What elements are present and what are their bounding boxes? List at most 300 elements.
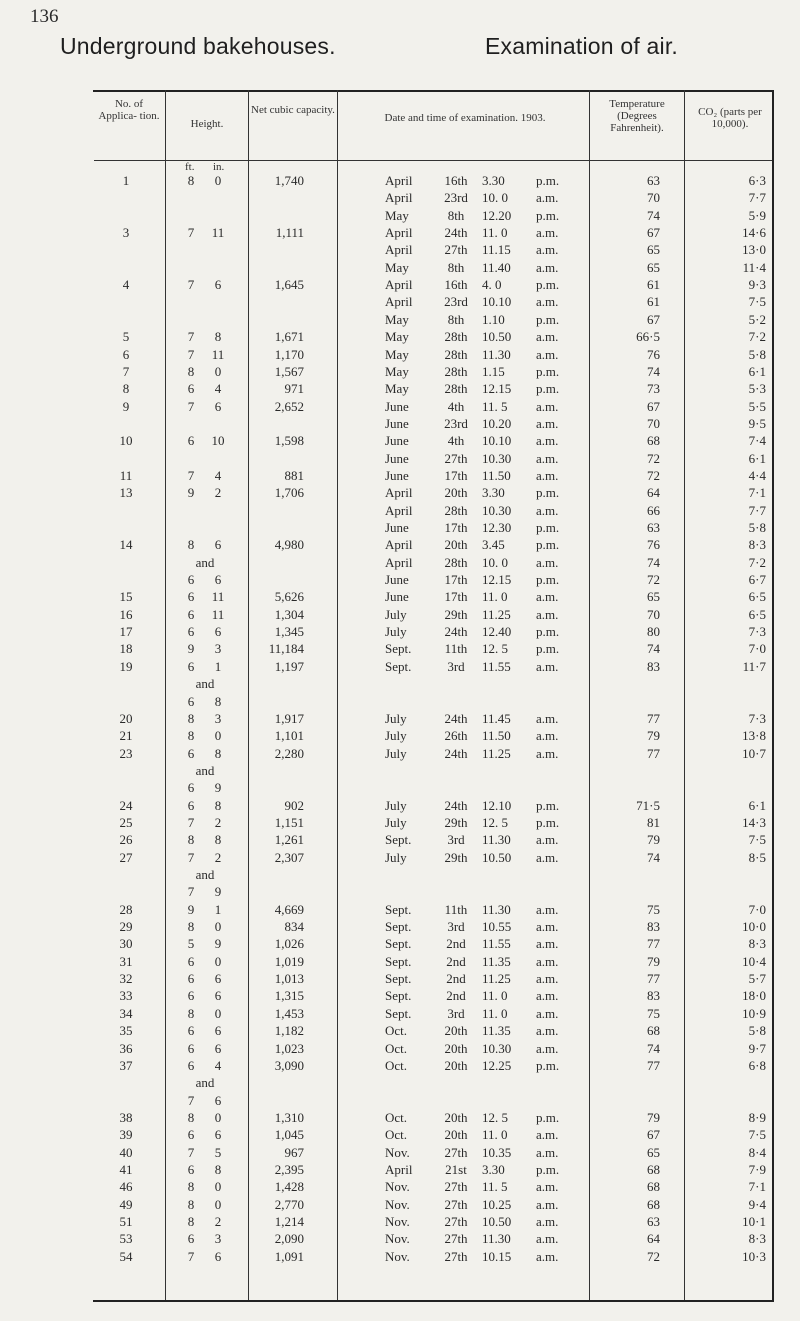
- cell-day: 24th: [444, 797, 468, 813]
- cell-in: 0: [214, 1179, 222, 1195]
- cell-time: 4. 0: [482, 277, 502, 293]
- cell-co2: 9·5: [748, 415, 766, 431]
- cell-month: Nov.: [385, 1231, 410, 1247]
- cell-time: 11. 5: [482, 1179, 508, 1195]
- cell-month: April: [385, 537, 413, 553]
- cell-time: 11.30: [482, 1231, 511, 1247]
- cell-time: 3.30: [482, 485, 505, 501]
- cell-temp: 65: [647, 242, 660, 258]
- cell-ampm: p.m.: [536, 1161, 560, 1177]
- cell-day: 2nd: [446, 971, 466, 987]
- cell-in: 0: [214, 363, 222, 379]
- cell-ampm: a.m.: [536, 242, 559, 258]
- cell-day: 28th: [444, 502, 468, 518]
- cell-ft: 6: [187, 988, 195, 1004]
- cell-ampm: p.m.: [536, 797, 560, 813]
- cell-time: 10.10: [482, 294, 512, 310]
- cell-time: 11.50: [482, 728, 511, 744]
- cell-month: June: [385, 467, 409, 483]
- cell-ampm: a.m.: [536, 919, 559, 935]
- cell-time: 10.20: [482, 415, 512, 431]
- cell-ft: 6: [187, 1023, 195, 1039]
- cell-co2: 10·9: [742, 1005, 766, 1021]
- cell-month: July: [385, 606, 407, 622]
- cell-no: 1: [122, 173, 130, 188]
- cell-co2: 8·5: [748, 849, 766, 865]
- cell-ampm: p.m.: [536, 207, 560, 223]
- cell-time: 3.30: [482, 1161, 505, 1177]
- cell-time: 11.30: [482, 901, 511, 917]
- cell-month: May: [385, 259, 409, 275]
- cell-ft: 7: [187, 225, 195, 241]
- header-temperature: Temperature (Degrees Fahrenheit).: [609, 98, 665, 134]
- cell-co2: 8·3: [748, 936, 766, 952]
- cell-co2: 7·5: [748, 294, 766, 310]
- cell-temp: 63: [647, 173, 660, 188]
- cell-no: 41: [119, 1161, 133, 1177]
- cell-ampm: a.m.: [536, 971, 559, 987]
- cell-cap: 967: [284, 1144, 304, 1160]
- cell-day: 27th: [444, 1214, 468, 1229]
- cell-co2: 4·4: [748, 467, 766, 483]
- cell-day: 26th: [444, 728, 468, 744]
- cell-co2: 7·1: [748, 1179, 766, 1195]
- cell-temp: 77: [647, 971, 660, 987]
- cell-co2: 7·1: [748, 485, 766, 501]
- cell-ft: and: [195, 1075, 215, 1091]
- cell-month: Sept.: [385, 901, 412, 917]
- cell-month: June: [385, 450, 409, 466]
- cell-ampm: a.m.: [536, 589, 559, 605]
- cell-day: 23rd: [444, 415, 468, 431]
- cell-ft: 6: [187, 1040, 195, 1056]
- cell-ft: 6: [187, 589, 195, 605]
- cell-co2: 7·5: [748, 1127, 766, 1143]
- cell-temp: 75: [647, 1005, 660, 1021]
- cell-co2: 18·0: [742, 988, 766, 1004]
- cell-temp: 63: [647, 520, 660, 535]
- cell-temp: 66: [647, 502, 660, 518]
- cell-month: May: [385, 311, 409, 327]
- cell-ampm: p.m.: [536, 311, 560, 327]
- col-divider: [165, 90, 166, 1300]
- cell-temp: 76: [647, 537, 660, 553]
- cell-cap: 1,019: [274, 953, 304, 969]
- cell-ft: 6: [187, 953, 195, 969]
- cell-in: 6: [214, 624, 222, 640]
- cell-no: 33: [119, 988, 133, 1004]
- cell-temp: 75: [647, 901, 660, 917]
- cell-ft: 7: [187, 277, 195, 293]
- cell-ft: 7: [187, 814, 195, 830]
- cell-cap: 1,598: [274, 433, 304, 449]
- cell-day: 20th: [444, 1109, 468, 1125]
- cell-day: 27th: [444, 1144, 468, 1160]
- col-divider: [589, 90, 590, 1300]
- header-co2: CO₂ (parts per 10,000).: [698, 106, 762, 130]
- cell-day: 4th: [447, 433, 465, 449]
- cell-ampm: a.m.: [536, 1248, 559, 1264]
- cell-co2: 7·9: [748, 1161, 766, 1177]
- cell-temp: 79: [647, 728, 660, 744]
- cell-ft: 5: [187, 936, 195, 952]
- cell-ft: 8: [187, 1179, 195, 1195]
- cell-ampm: a.m.: [536, 936, 559, 952]
- cell-time: 1.10: [482, 311, 505, 327]
- cell-month: April: [385, 190, 413, 206]
- cell-in: 2: [214, 1214, 222, 1229]
- cell-ampm: a.m.: [536, 1231, 559, 1247]
- cell-no: 36: [119, 1040, 133, 1056]
- cell-cap: 1,091: [274, 1248, 304, 1264]
- cell-temp: 80: [647, 624, 660, 640]
- cell-month: Nov.: [385, 1144, 410, 1160]
- cell-time: 10.30: [482, 502, 512, 518]
- cell-day: 20th: [444, 485, 468, 501]
- cell-time: 12.15: [482, 381, 512, 397]
- cell-temp: 67: [647, 1127, 660, 1143]
- cell-time: 10.50: [482, 329, 512, 345]
- cell-day: 23rd: [444, 294, 468, 310]
- cell-ampm: p.m.: [536, 572, 560, 588]
- cell-no: 37: [119, 1057, 133, 1073]
- cell-no: 51: [119, 1214, 133, 1229]
- cell-day: 3rd: [447, 1005, 465, 1021]
- cell-no: 16: [119, 606, 133, 622]
- cell-no: 34: [119, 1005, 133, 1021]
- cell-month: May: [385, 381, 409, 397]
- cell-day: 28th: [444, 381, 468, 397]
- cell-temp: 72: [647, 450, 660, 466]
- cell-day: 2nd: [446, 988, 466, 1004]
- cell-ft: 6: [187, 780, 195, 796]
- cell-time: 11.25: [482, 745, 511, 761]
- cell-time: 10.15: [482, 1248, 512, 1264]
- cell-ft: 6: [187, 606, 195, 622]
- cell-ft: and: [195, 867, 215, 882]
- cell-ampm: a.m.: [536, 1040, 559, 1056]
- cell-ampm: a.m.: [536, 415, 559, 431]
- header-capacity: Net cubic capacity.: [251, 104, 335, 116]
- cell-cap: 1,567: [274, 363, 304, 379]
- cell-no: 10: [119, 433, 133, 449]
- cell-co2: 10·3: [742, 1248, 766, 1264]
- cell-ampm: a.m.: [536, 849, 559, 865]
- cell-cap: 1,706: [274, 485, 304, 501]
- cell-co2: 8·9: [748, 1109, 766, 1125]
- cell-co2: 9·7: [748, 1040, 766, 1056]
- cell-time: 10. 0: [482, 554, 508, 570]
- cell-day: 29th: [444, 606, 468, 622]
- cell-ft: 9: [187, 485, 195, 501]
- cell-cap: 5,626: [274, 589, 304, 605]
- cell-no: 7: [122, 363, 130, 379]
- cell-ft: 7: [187, 329, 195, 345]
- cell-month: Nov.: [385, 1248, 410, 1264]
- cell-month: April: [385, 554, 413, 570]
- cell-temp: 71·5: [636, 797, 660, 813]
- cell-in: 0: [214, 173, 222, 188]
- cell-time: 3.30: [482, 173, 505, 188]
- cell-co2: 5·3: [748, 381, 766, 397]
- cell-day: 23rd: [444, 190, 468, 206]
- cell-ampm: p.m.: [536, 485, 560, 501]
- header-application-no: No. of Applica- tion.: [98, 98, 160, 122]
- col-divider: [337, 90, 338, 1300]
- cell-day: 20th: [444, 1057, 468, 1073]
- cell-no: 4: [122, 277, 130, 293]
- cell-in: 6: [214, 971, 222, 987]
- cell-in: 9: [214, 780, 222, 796]
- cell-time: 3.45: [482, 537, 505, 553]
- cell-month: May: [385, 346, 409, 362]
- cell-ft: 6: [187, 797, 195, 813]
- cell-ft: 6: [187, 658, 195, 674]
- cell-co2: 11·7: [742, 658, 766, 674]
- cell-ft: 7: [187, 346, 195, 362]
- col-divider: [684, 90, 685, 1300]
- cell-temp: 74: [647, 849, 660, 865]
- cell-ampm: p.m.: [536, 277, 560, 293]
- cell-cap: 4,669: [274, 901, 304, 917]
- cell-day: 2nd: [446, 936, 466, 952]
- cell-co2: 5·8: [748, 346, 766, 362]
- cell-ampm: a.m.: [536, 606, 559, 622]
- col-divider: [248, 90, 249, 1300]
- cell-in: 8: [214, 329, 222, 345]
- cell-day: 8th: [447, 207, 465, 223]
- cell-in: 2: [214, 485, 222, 501]
- cell-temp: 64: [647, 1231, 660, 1247]
- cell-no: 30: [119, 936, 133, 952]
- cell-temp: 65: [647, 259, 660, 275]
- cell-temp: 67: [647, 225, 660, 241]
- cell-ampm: a.m.: [536, 1005, 559, 1021]
- cell-no: 24: [119, 797, 133, 813]
- cell-month: June: [385, 572, 409, 588]
- cell-co2: 5·9: [748, 207, 766, 223]
- cell-no: 32: [119, 971, 133, 987]
- cell-in: 6: [214, 1023, 222, 1039]
- cell-temp: 68: [647, 1161, 660, 1177]
- cell-temp: 77: [647, 1057, 660, 1073]
- cell-cap: 2,395: [274, 1161, 304, 1177]
- cell-ampm: a.m.: [536, 225, 559, 241]
- cell-no: 18: [119, 641, 133, 657]
- cell-day: 27th: [444, 1196, 468, 1212]
- cell-no: 23: [119, 745, 133, 761]
- cell-co2: 6·1: [748, 450, 766, 466]
- cell-ft: 6: [187, 572, 195, 588]
- cell-time: 12.30: [482, 520, 512, 535]
- cell-month: Sept.: [385, 1005, 412, 1021]
- cell-in: 0: [214, 1196, 222, 1212]
- cell-ampm: a.m.: [536, 450, 559, 466]
- cell-co2: 8·3: [748, 1231, 766, 1247]
- cell-ft: 8: [187, 537, 195, 553]
- cell-ft: 6: [187, 1231, 195, 1247]
- cell-cap: 1,310: [274, 1109, 304, 1125]
- cell-cap: 1,101: [274, 728, 304, 744]
- cell-ampm: p.m.: [536, 173, 560, 188]
- cell-day: 28th: [444, 346, 468, 362]
- cell-cap: 1,671: [274, 329, 304, 345]
- cell-ampm: p.m.: [536, 641, 560, 657]
- cell-ft: 8: [187, 1005, 195, 1021]
- cell-in: 11: [211, 606, 225, 622]
- page-title: [60, 33, 760, 60]
- cell-month: Oct.: [385, 1023, 408, 1039]
- cell-cap: 1,453: [274, 1005, 304, 1021]
- cell-time: 10. 0: [482, 190, 508, 206]
- cell-ft: 6: [187, 1161, 195, 1177]
- cell-ampm: a.m.: [536, 658, 559, 674]
- cell-ft: 9: [187, 641, 195, 657]
- cell-cap: 1,023: [274, 1040, 304, 1056]
- cell-co2: 11·4: [742, 259, 766, 275]
- cell-month: Oct.: [385, 1109, 408, 1125]
- cell-time: 10.30: [482, 450, 512, 466]
- cell-co2: 14·3: [742, 814, 766, 830]
- cell-time: 11.40: [482, 259, 511, 275]
- cell-temp: 77: [647, 710, 660, 726]
- cell-ft: 6: [187, 1127, 195, 1143]
- cell-time: 11.35: [482, 1023, 511, 1039]
- cell-in: 11: [211, 589, 225, 605]
- cell-time: 10.55: [482, 919, 512, 935]
- cell-cap: 1,111: [275, 225, 304, 241]
- cell-ft: 8: [187, 363, 195, 379]
- cell-ampm: a.m.: [536, 554, 559, 570]
- cell-cap: 1,182: [274, 1023, 304, 1039]
- cell-cap: 1,345: [274, 624, 304, 640]
- cell-month: Sept.: [385, 971, 412, 987]
- cell-co2: 5·8: [748, 1023, 766, 1039]
- cell-in: 0: [214, 953, 222, 969]
- cell-month: Sept.: [385, 919, 412, 935]
- cell-in: 1: [214, 901, 222, 917]
- cell-no: 9: [122, 398, 130, 414]
- cell-cap: 1,304: [274, 606, 304, 622]
- cell-temp: 74: [647, 554, 660, 570]
- cell-time: 11.50: [482, 467, 511, 483]
- cell-in: 6: [214, 988, 222, 1004]
- cell-day: 11th: [444, 901, 468, 917]
- cell-day: 17th: [444, 467, 468, 483]
- cell-ft: 6: [187, 624, 195, 640]
- cell-temp: 67: [647, 311, 660, 327]
- cell-no: 29: [119, 919, 133, 935]
- cell-month: Sept.: [385, 658, 412, 674]
- cell-temp: 73: [647, 381, 660, 397]
- cell-ft: 8: [187, 919, 195, 935]
- cell-cap: 1,151: [274, 814, 304, 830]
- cell-day: 8th: [447, 259, 465, 275]
- cell-time: 10.25: [482, 1196, 512, 1212]
- cell-day: 20th: [444, 1023, 468, 1039]
- cell-ampm: a.m.: [536, 398, 559, 414]
- header-date-time: Date and time of examination. 1903.: [384, 112, 546, 124]
- cell-ampm: p.m.: [536, 1109, 560, 1125]
- cell-co2: 10·7: [742, 745, 766, 761]
- cell-in: 8: [214, 1161, 222, 1177]
- cell-time: 11. 0: [482, 225, 508, 241]
- cell-temp: 81: [647, 814, 660, 830]
- cell-day: 28th: [444, 329, 468, 345]
- cell-in: 8: [214, 832, 222, 848]
- cell-time: 11. 0: [482, 1127, 508, 1143]
- cell-co2: 7·0: [748, 641, 766, 657]
- cell-in: 8: [214, 693, 222, 709]
- cell-co2: 5·5: [748, 398, 766, 414]
- unit-inches: in.: [213, 161, 225, 173]
- cell-ampm: p.m.: [536, 520, 560, 535]
- cell-ft: 8: [187, 1196, 195, 1212]
- cell-day: 3rd: [447, 832, 465, 848]
- cell-co2: 10·4: [742, 953, 766, 969]
- cell-time: 11.45: [482, 710, 511, 726]
- cell-temp: 72: [647, 467, 660, 483]
- cell-no: 15: [119, 589, 133, 605]
- cell-in: 10: [211, 433, 225, 449]
- cell-ft: 7: [187, 1144, 195, 1160]
- cell-in: 0: [214, 728, 222, 744]
- cell-ampm: a.m.: [536, 988, 559, 1004]
- cell-in: 6: [214, 1040, 222, 1056]
- cell-co2: 7·0: [748, 901, 766, 917]
- cell-ft: 6: [187, 381, 195, 397]
- page-number: 136: [30, 6, 59, 27]
- cell-time: 11. 0: [482, 1005, 508, 1021]
- cell-in: 4: [214, 467, 222, 483]
- cell-temp: 64: [647, 485, 660, 501]
- cell-temp: 68: [647, 1179, 660, 1195]
- cell-no: 40: [119, 1144, 133, 1160]
- cell-time: 11. 5: [482, 398, 508, 414]
- cell-cap: 2,280: [274, 745, 304, 761]
- cell-in: 0: [214, 1005, 222, 1021]
- cell-co2: 8·4: [748, 1144, 766, 1160]
- cell-no: 19: [119, 658, 133, 674]
- cell-no: 28: [119, 901, 133, 917]
- cell-ampm: p.m.: [536, 1057, 560, 1073]
- cell-time: 12.40: [482, 624, 512, 640]
- cell-time: 12. 5: [482, 814, 508, 830]
- cell-month: Nov.: [385, 1179, 410, 1195]
- cell-temp: 66·5: [636, 329, 660, 345]
- cell-ft: 7: [187, 1092, 195, 1108]
- cell-co2: 7·7: [748, 502, 766, 518]
- cell-no: 3: [122, 225, 130, 241]
- cell-time: 12. 5: [482, 1109, 508, 1125]
- cell-day: 11th: [444, 641, 468, 657]
- cell-month: April: [385, 173, 413, 188]
- cell-in: 1: [214, 658, 222, 674]
- cell-co2: 5·7: [748, 971, 766, 987]
- cell-day: 28th: [444, 554, 468, 570]
- cell-co2: 6·3: [748, 173, 766, 188]
- cell-temp: 77: [647, 745, 660, 761]
- cell-ampm: a.m.: [536, 1144, 559, 1160]
- cell-day: 16th: [444, 173, 468, 188]
- cell-cap: 834: [284, 919, 304, 935]
- cell-month: June: [385, 520, 409, 535]
- cell-day: 24th: [444, 624, 468, 640]
- cell-cap: 1,261: [274, 832, 304, 848]
- cell-ampm: a.m.: [536, 329, 559, 345]
- cell-co2: 13·8: [742, 728, 766, 744]
- cell-time: 12.25: [482, 1057, 512, 1073]
